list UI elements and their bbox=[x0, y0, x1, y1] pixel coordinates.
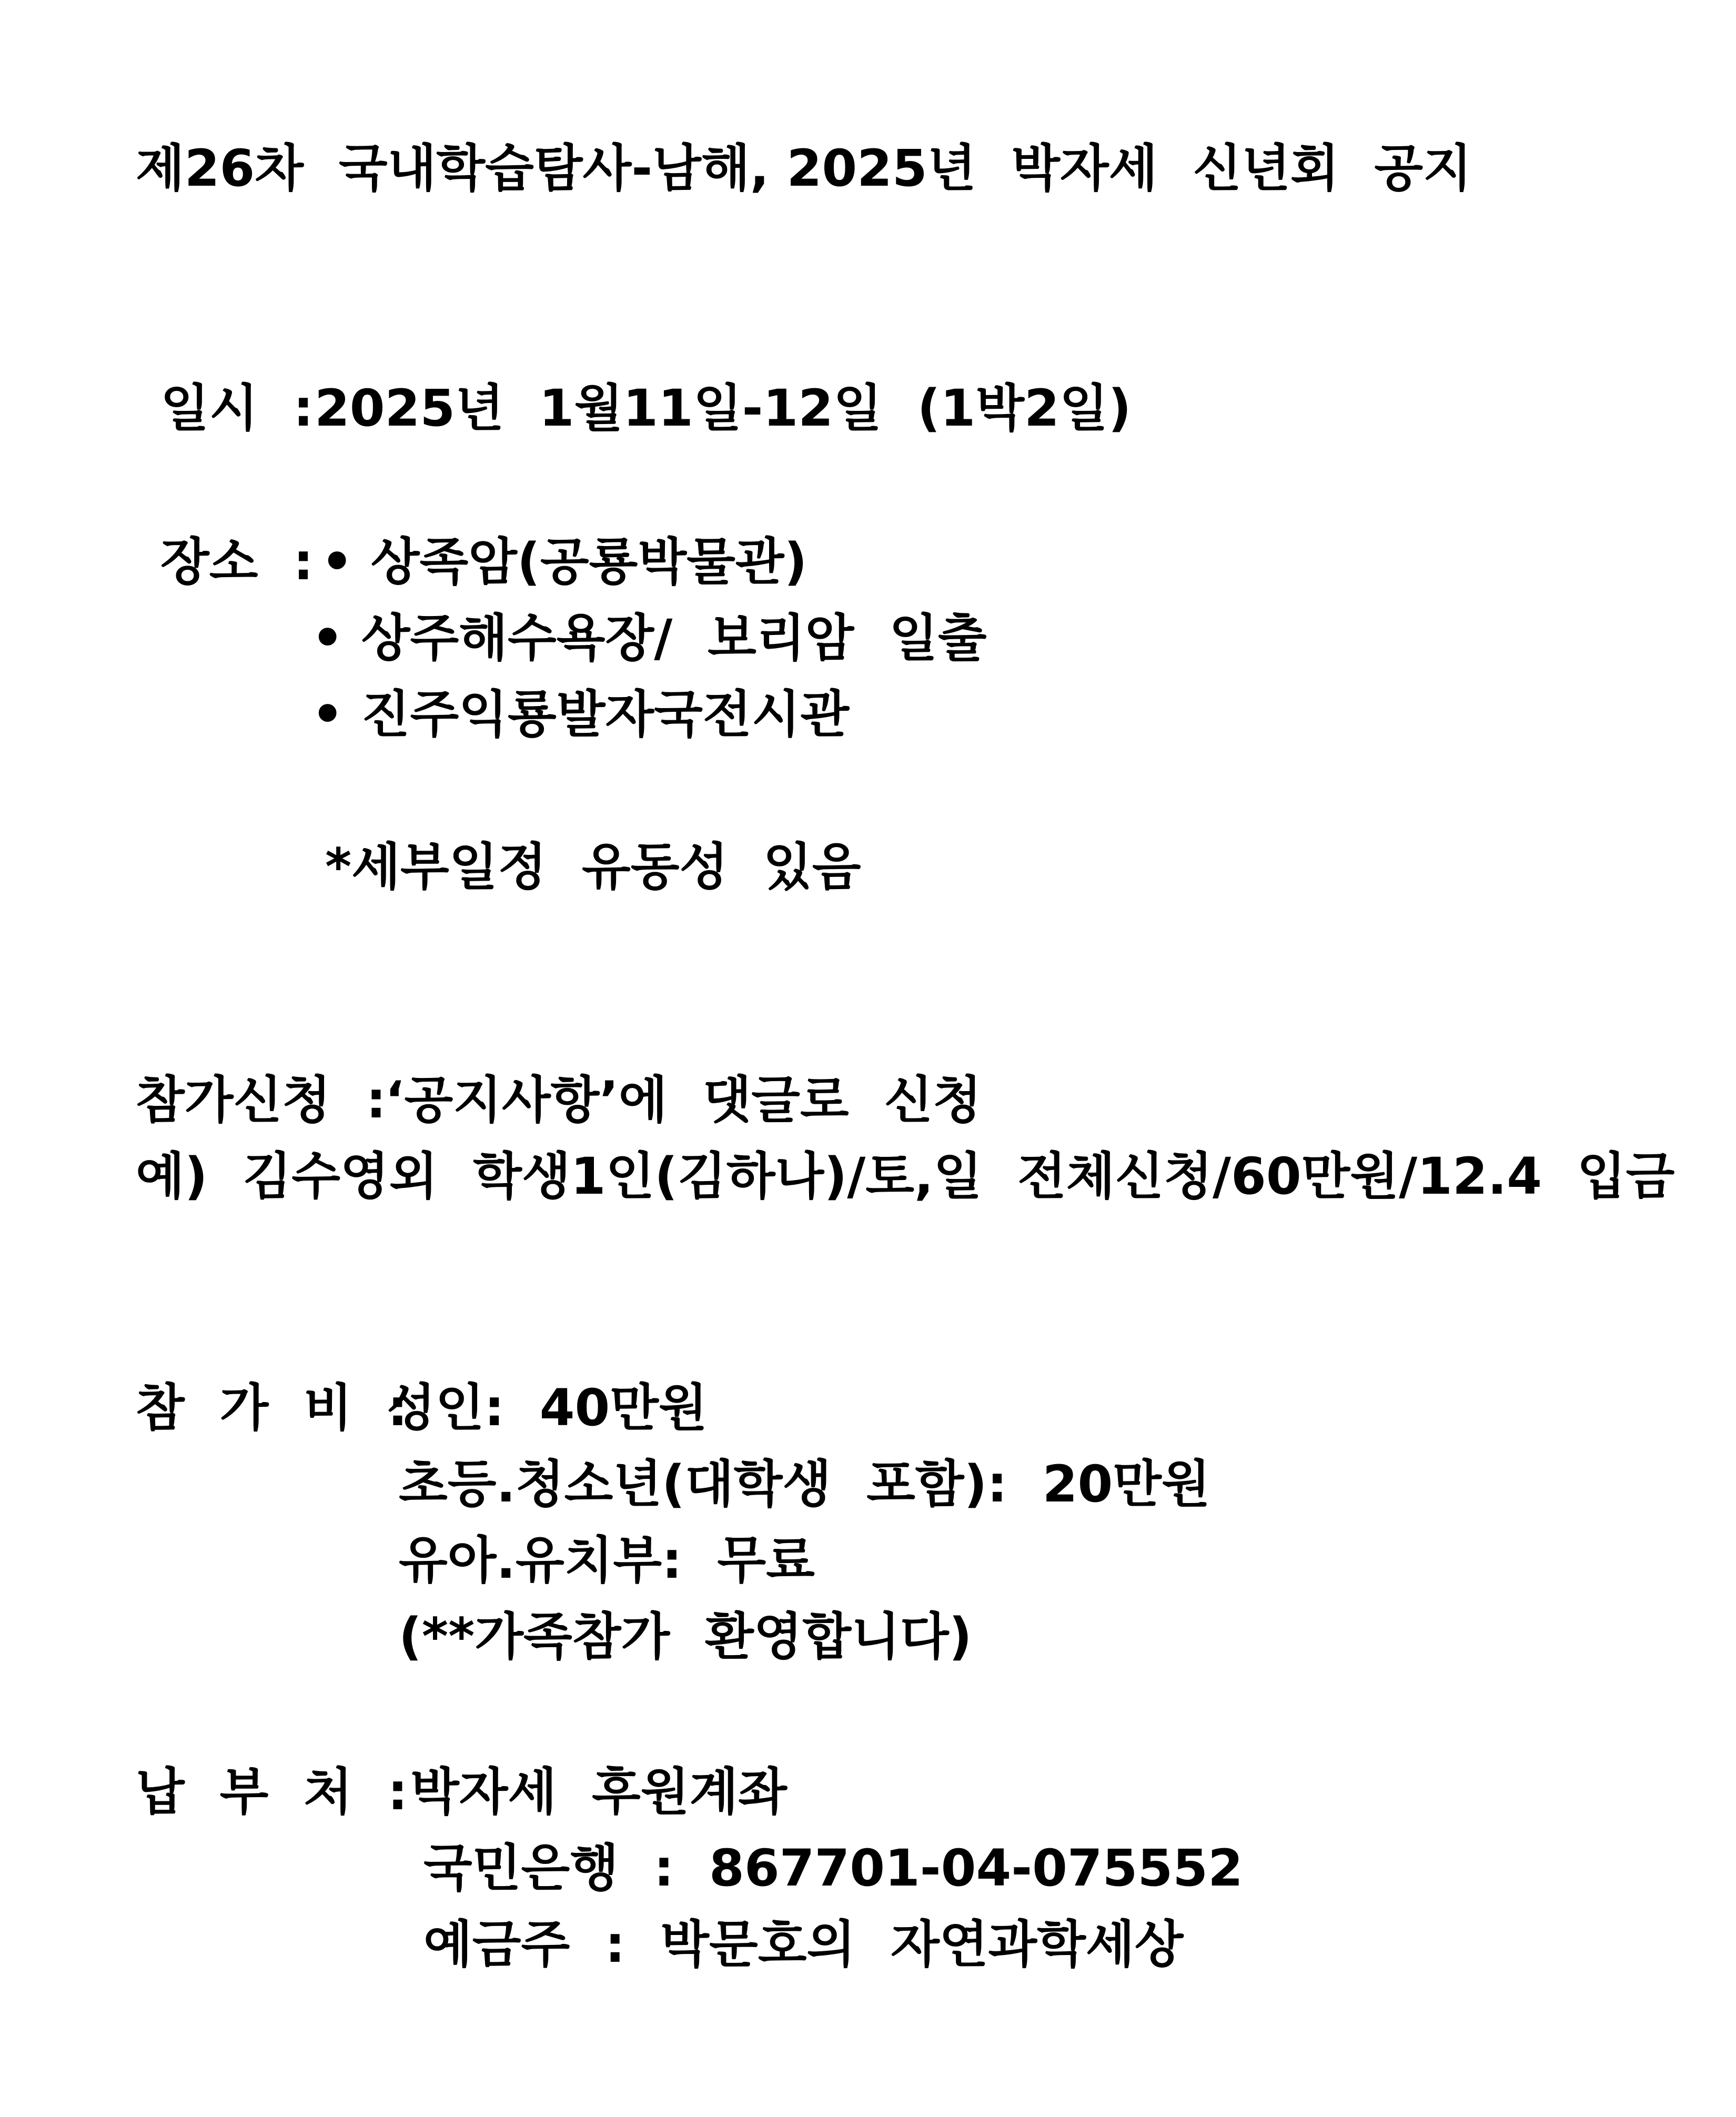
location-item: • 진주익룡발자국전시관 bbox=[311, 685, 850, 744]
fee-item: 유아.유치부: 무료 bbox=[399, 1531, 815, 1590]
location-item: • 상족암(공룡박물관) bbox=[321, 532, 808, 591]
payment-account-name: 박자세 후원계좌 bbox=[410, 1762, 787, 1821]
payment-bank-line: 국민은행 : 867701-04-075552 bbox=[423, 1839, 1243, 1898]
registration-example: 예) 김수영외 학생1인(김하나)/토,일 전체신청/60만원/12.4 입금 bbox=[136, 1147, 1675, 1206]
registration-value: ‘공지사항’에 댓글로 신청 bbox=[385, 1071, 982, 1130]
location-note: *세부일정 유동성 있음 bbox=[325, 838, 861, 896]
location-item: • 상주해수욕장/ 보리암 일출 bbox=[311, 609, 987, 668]
fee-item: (**가족참가 환영합니다) bbox=[399, 1607, 972, 1666]
payment-label: 납 부 처 : bbox=[136, 1762, 408, 1821]
location-label: 장소 : bbox=[160, 532, 314, 591]
fee-label: 참 가 비 : bbox=[136, 1378, 408, 1437]
fee-item: 성인: 40만원 bbox=[387, 1378, 708, 1437]
schedule-value: 2025년 1월11일-12일 (1박2일) bbox=[315, 379, 1132, 438]
payment-holder-line: 예금주 : 박문호의 자연과학세상 bbox=[423, 1915, 1184, 1974]
schedule-label: 일시 : bbox=[160, 379, 314, 438]
notice-title: 제26차 국내학습탐사-남해, 2025년 박자세 신년회 공지 bbox=[136, 139, 1472, 198]
fee-item: 초등.청소년(대학생 포함): 20만원 bbox=[399, 1455, 1210, 1514]
registration-label: 참가신청 : bbox=[136, 1071, 387, 1130]
